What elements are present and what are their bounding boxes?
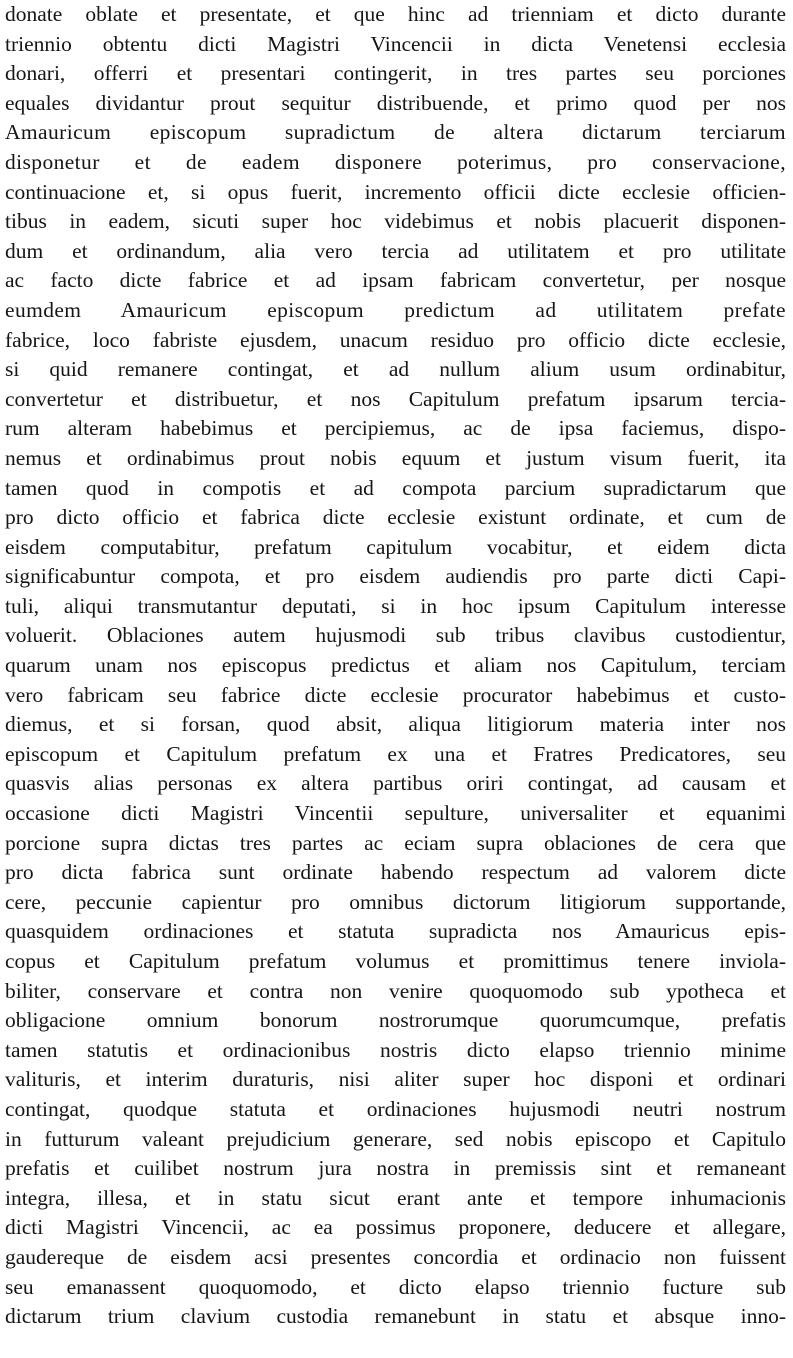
text-line: triennio obtentu dicti Magistri Vincencii in dicta Venetensi ecclesia	[5, 31, 786, 56]
text-line: tamen quod in compotis et ad compota parcium supradictarum que	[5, 475, 786, 500]
text-line: in futturum valeant prejudicium generare, sed nobis episcopo et Capitulo	[5, 1126, 786, 1151]
text-line: vero fabricam seu fabrice dicte ecclesie procurator habebimus et custo-	[5, 682, 786, 707]
text-line: eumdem Amauricum episcopum predictum ad utilitatem prefate	[5, 297, 786, 322]
text-line: disponetur et de eadem disponere poterimus, pro conservacione,	[5, 149, 786, 174]
text-line: donari, offerri et presentari contingerit, in tres partes seu porciones	[5, 61, 786, 86]
text-line: valituris, et interim duraturis, nisi aliter super hoc disponi et ordinari	[5, 1067, 786, 1092]
text-line: tamen statutis et ordinacionibus nostris dicto elapso triennio minime	[5, 1037, 786, 1062]
text-line: biliter, conservare et contra non venire quoquomodo sub ypotheca et	[5, 978, 786, 1003]
text-line: tibus in eadem, sicuti super hoc videbimus et nobis placuerit disponen-	[5, 209, 786, 234]
text-line: equales dividantur prout sequitur distribuende, et primo quod per nos	[5, 90, 786, 115]
latin-text-body	[5, 0, 786, 1332]
text-line: obligacione omnium bonorum nostrorumque quorumcumque, prefatis	[5, 1008, 786, 1033]
text-line: rum alteram habebimus et percipiemus, ac de ipsa faciemus, dispo-	[5, 416, 786, 441]
text-line: voluerit. Oblaciones autem hujusmodi sub tribus clavibus custodientur,	[5, 623, 786, 648]
text-line: porcione supra dictas tres partes ac eciam supra oblaciones de cera que	[5, 830, 786, 855]
text-line: seu emanassent quoquomodo, et dicto elapso triennio fucture sub	[5, 1274, 786, 1299]
text-line: dictarum trium clavium custodia remanebunt in statu et absque inno-	[5, 1304, 786, 1329]
text-line: fabrice, loco fabriste ejusdem, unacum residuo pro officio dicte ecclesie,	[5, 327, 786, 352]
text-line: convertetur et distribuetur, et nos Capitulum prefatum ipsarum tercia-	[5, 386, 786, 411]
text-line: dum et ordinandum, alia vero tercia ad utilitatem et pro utilitate	[5, 238, 786, 263]
text-line: copus et Capitulum prefatum volumus et promittimus tenere inviola-	[5, 949, 786, 973]
text-line: quasquidem ordinaciones et statuta supradicta nos Amauricus epis-	[5, 919, 786, 944]
text-line: dicti Magistri Vincencii, ac ea possimus proponere, deducere et allegare,	[5, 1215, 786, 1240]
text-line: donate oblate et presentate, et que hinc ad trienniam et dicto durante	[5, 2, 786, 26]
text-line: episcopum et Capitulum prefatum ex una et Fratres Predicatores, seu	[5, 741, 786, 766]
text-line: nemus et ordinabimus prout nobis equum et justum visum fuerit, ita	[5, 445, 786, 470]
text-line: significabuntur compota, et pro eisdem audiendis pro parte dicti Capi-	[5, 564, 786, 589]
text-line: contingat, quodque statuta et ordinaciones hujusmodi neutri nostrum	[5, 1096, 786, 1121]
text-line: ac facto dicte fabrice et ad ipsam fabricam convertetur, per nosque	[5, 268, 786, 293]
text-line: Amauricum episcopum supradictum de altera dictarum terciarum	[5, 120, 786, 145]
text-line: integra, illesa, et in statu sicut erant ante et tempore inhumacionis	[5, 1185, 786, 1210]
text-line: quasvis alias personas ex altera partibus oriri contingat, ad causam et	[5, 771, 786, 796]
text-line: continuacione et, si opus fuerit, incremento officii dicte ecclesie officien-	[5, 179, 786, 204]
text-line: quarum unam nos episcopus predictus et aliam nos Capitulum, terciam	[5, 653, 786, 678]
text-line: diemus, et si forsan, quod absit, aliqua litigiorum materia inter nos	[5, 712, 786, 737]
text-line: occasione dicti Magistri Vincentii sepulture, universaliter et equanimi	[5, 801, 786, 826]
text-line: gaudereque de eisdem acsi presentes concordia et ordinacio non fuissent	[5, 1244, 786, 1269]
text-line: pro dicta fabrica sunt ordinate habendo respectum ad valorem dicte	[5, 860, 786, 885]
text-line: pro dicto officio et fabrica dicte ecclesie existunt ordinate, et cum de	[5, 505, 786, 530]
text-line: tuli, aliqui transmutantur deputati, si in hoc ipsum Capitulum interesse	[5, 593, 786, 618]
text-line: si quid remanere contingat, et ad nullum alium usum ordinabitur,	[5, 357, 786, 382]
text-line: cere, peccunie capientur pro omnibus dictorum litigiorum supportande,	[5, 889, 786, 914]
text-line: eisdem computabitur, prefatum capitulum vocabitur, et eidem dicta	[5, 534, 786, 559]
text-line: prefatis et cuilibet nostrum jura nostra in premissis sint et remaneant	[5, 1156, 786, 1181]
